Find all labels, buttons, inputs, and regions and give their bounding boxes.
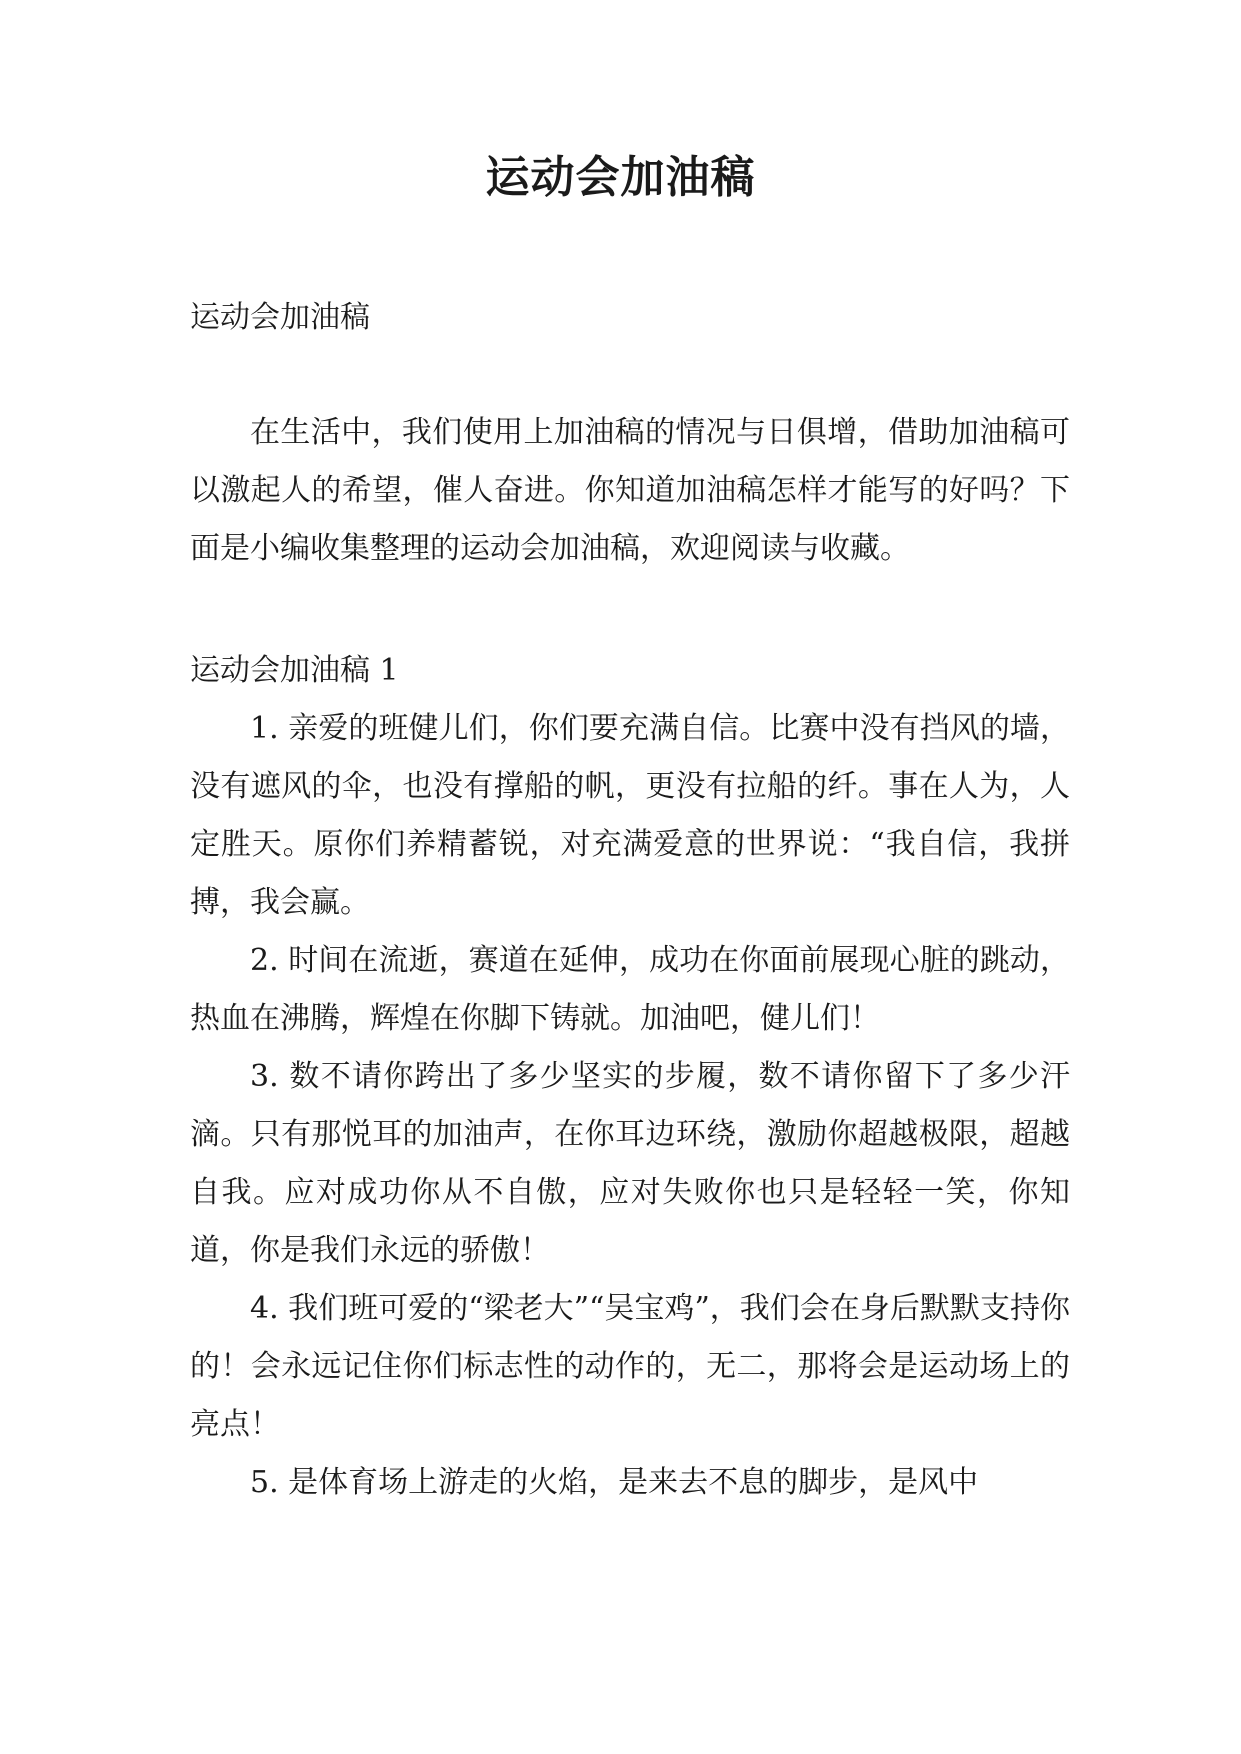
- document-title: 运动会加油稿: [485, 152, 756, 203]
- document-subtitle: 运动会加油稿: [190, 300, 370, 335]
- section-heading: 运动会加油稿 1: [190, 653, 399, 688]
- intro-paragraph: 在生活中，我们使用上加油稿的情况与日俱增，借助加油稿可以激起人的希望，催人奋进。你知道加油稿怎样才能写的好吗？下面是小编收集整理的运动会加油稿，欢迎阅读与收藏。: [190, 415, 1070, 566]
- cheer-item-3: 3. 数不请你跨出了多少坚实的步履，数不请你留下了多少汗滴。只有那悦耳的加油声，在你耳边环绕，激励你超越极限，超越自我。应对成功你从不自傲，应对失败你也只是轻轻一笑，你知道，你是我们永远的骄傲！: [190, 1059, 1070, 1268]
- cheer-item-4: 4. 我们班可爱的“梁老大”“吴宝鸡”，我们会在身后默默支持你的！会永远记住你们标志性的动作的，无二，那将会是运动场上的亮点！: [190, 1291, 1070, 1442]
- cheer-item-2: 2. 时间在流逝，赛道在延伸，成功在你面前展现心脏的跳动，热血在沸腾，辉煌在你脚下铸就。加油吧，健儿们！: [190, 943, 1070, 1036]
- cheer-item-5: 5. 是体育场上游走的火焰，是来去不息的脚步，是风中: [250, 1465, 979, 1500]
- document-body: [190, 292, 1070, 1512]
- cheer-item-1: 1. 亲爱的班健儿们，你们要充满自信。比赛中没有挡风的墙，没有遮风的伞，也没有撑船的帆，更没有拉船的纤。事在人为，人定胜天。原你们养精蓄锐，对充满爱意的世界说：“我自信，我拼搏，我会赢。: [190, 711, 1070, 920]
